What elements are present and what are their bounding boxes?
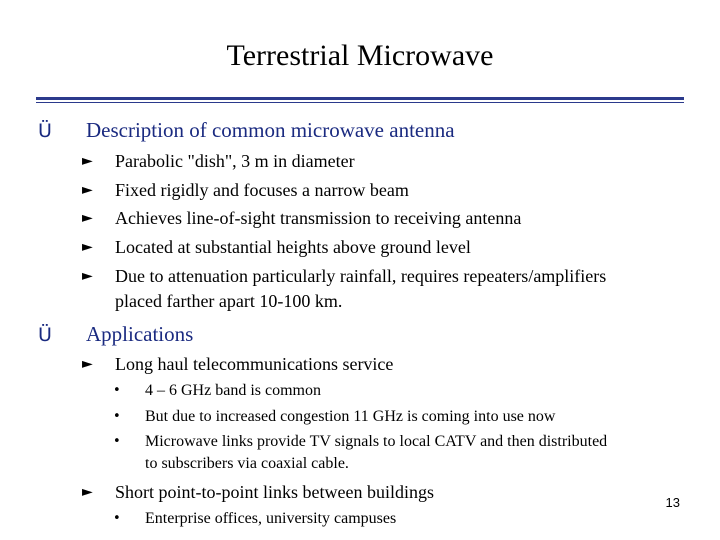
section-heading-text: Applications bbox=[86, 322, 194, 346]
list-item-text: Parabolic "dish", 3 m in diameter bbox=[115, 151, 355, 171]
list-item-text: Located at substantial heights above ground level bbox=[115, 237, 471, 257]
triangle-bullet-icon: ► bbox=[82, 356, 93, 372]
dot-bullet-icon: • bbox=[113, 511, 121, 526]
title-divider-thin bbox=[36, 102, 684, 103]
sub-list-item-text: Enterprise offices, university campuses bbox=[145, 510, 397, 527]
title-divider-thick bbox=[36, 97, 684, 100]
section-heading-text: Description of common microwave antenna bbox=[86, 118, 455, 142]
section-bullet-arrow-icon: Ü bbox=[38, 120, 52, 142]
sub-list-item-text: But due to increased congestion 11 GHz is coming into use now bbox=[145, 408, 556, 425]
triangle-bullet-icon: ► bbox=[82, 239, 93, 255]
list-item-text: Achieves line-of-sight transmission to receiving antenna bbox=[115, 208, 522, 228]
list-item-text: Short point-to-point links between buildings bbox=[115, 482, 434, 502]
sub-list-item-text: 4 – 6 GHz band is common bbox=[145, 382, 321, 399]
list-item-text: Due to attenuation particularly rainfall, requires repeaters/amplifiers bbox=[115, 266, 607, 286]
page-number: 13 bbox=[665, 495, 680, 510]
sub-list-item-text: to subscribers via coaxial cable. bbox=[145, 455, 349, 472]
dot-bullet-icon: • bbox=[113, 383, 121, 398]
dot-bullet-icon: • bbox=[113, 434, 121, 449]
section-heading-applications bbox=[38, 322, 193, 347]
triangle-bullet-icon: ► bbox=[82, 210, 93, 226]
triangle-bullet-icon: ► bbox=[82, 268, 93, 284]
dot-bullet-icon: • bbox=[113, 409, 121, 424]
sub-list-item-text: Microwave links provide TV signals to local CATV and then distributed bbox=[145, 433, 608, 450]
section-bullet-arrow-icon: Ü bbox=[38, 324, 52, 346]
slide-title: Terrestrial Microwave bbox=[226, 39, 494, 72]
list-item-text: Long haul telecommunications service bbox=[115, 354, 394, 374]
list-item-text: placed farther apart 10-100 km. bbox=[115, 291, 343, 311]
triangle-bullet-icon: ► bbox=[82, 153, 93, 169]
triangle-bullet-icon: ► bbox=[82, 182, 93, 198]
section-heading-description bbox=[38, 118, 455, 143]
triangle-bullet-icon: ► bbox=[82, 484, 93, 500]
list-item-text: Fixed rigidly and focuses a narrow beam bbox=[115, 180, 409, 200]
